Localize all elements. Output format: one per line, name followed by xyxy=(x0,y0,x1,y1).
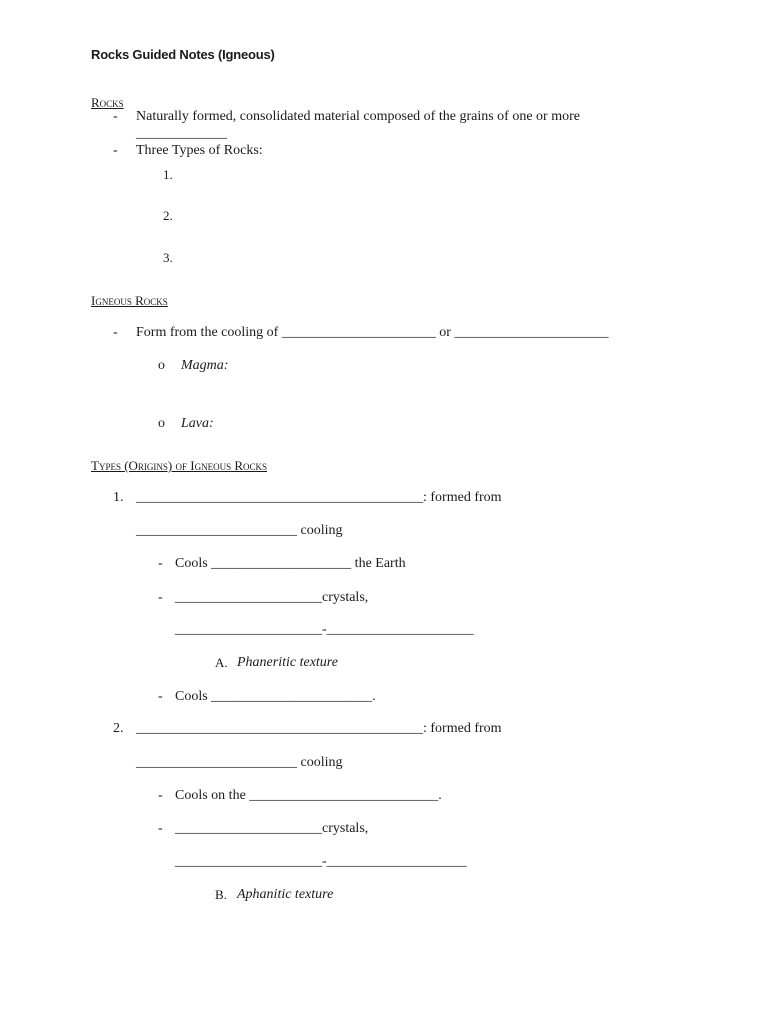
bullet-dash: - xyxy=(113,325,118,340)
list-number-1: 1. xyxy=(163,167,173,182)
bullet-dash: - xyxy=(158,821,163,836)
type1-cools: Cools ____________________ the Earth xyxy=(175,556,406,571)
type-number-1: 1. xyxy=(113,490,124,505)
lava-label: Lava: xyxy=(181,416,214,431)
type2-crystals: _____________________crystals, xyxy=(175,821,369,836)
type2-crystals-blank: _____________________-____________________ xyxy=(175,854,467,869)
type-number-2: 2. xyxy=(113,721,124,736)
sub-marker: o xyxy=(158,416,165,431)
rocks-definition-blank: _____________ xyxy=(136,126,227,141)
bullet-dash: - xyxy=(113,143,118,158)
type1-crystals-blank: _____________________-_____________________ xyxy=(175,622,474,637)
list-number-2: 2. xyxy=(163,208,173,223)
type1-cools-rate: Cools _______________________. xyxy=(175,689,376,704)
three-types-label: Three Types of Rocks: xyxy=(136,143,263,158)
document-title: Rocks Guided Notes (Igneous) xyxy=(91,47,275,62)
igneous-formation: Form from the cooling of ______________________ or ______________________ xyxy=(136,325,609,340)
bullet-dash: - xyxy=(158,590,163,605)
phaneritic-texture: Phaneritic texture xyxy=(237,655,338,670)
bullet-dash: - xyxy=(158,788,163,803)
type1-crystals: _____________________crystals, xyxy=(175,590,369,605)
bullet-dash: - xyxy=(113,109,118,124)
type2-cools: Cools on the ___________________________. xyxy=(175,788,442,803)
list-number-3: 3. xyxy=(163,250,173,265)
section-heading-types: Types (Origins) of Igneous Rocks xyxy=(91,458,268,473)
section-heading-rocks: Rocks xyxy=(91,95,124,110)
bullet-dash: - xyxy=(158,689,163,704)
type2-line1: _________________________________________: formed from xyxy=(136,721,502,736)
aphanitic-texture: Aphanitic texture xyxy=(237,887,334,902)
section-heading-igneous: Igneous Rocks xyxy=(91,293,168,308)
type1-line2: _______________________ cooling xyxy=(136,523,343,538)
sub-marker: o xyxy=(158,358,165,373)
bullet-dash: - xyxy=(158,556,163,571)
lettered-marker-a: A. xyxy=(215,655,228,670)
type1-line1: _________________________________________: formed from xyxy=(136,490,502,505)
rocks-definition: Naturally formed, consolidated material composed of the grains of one or more xyxy=(136,109,580,124)
lettered-marker-b: B. xyxy=(215,887,227,902)
type2-line2: _______________________ cooling xyxy=(136,755,343,770)
magma-label: Magma: xyxy=(181,358,229,373)
